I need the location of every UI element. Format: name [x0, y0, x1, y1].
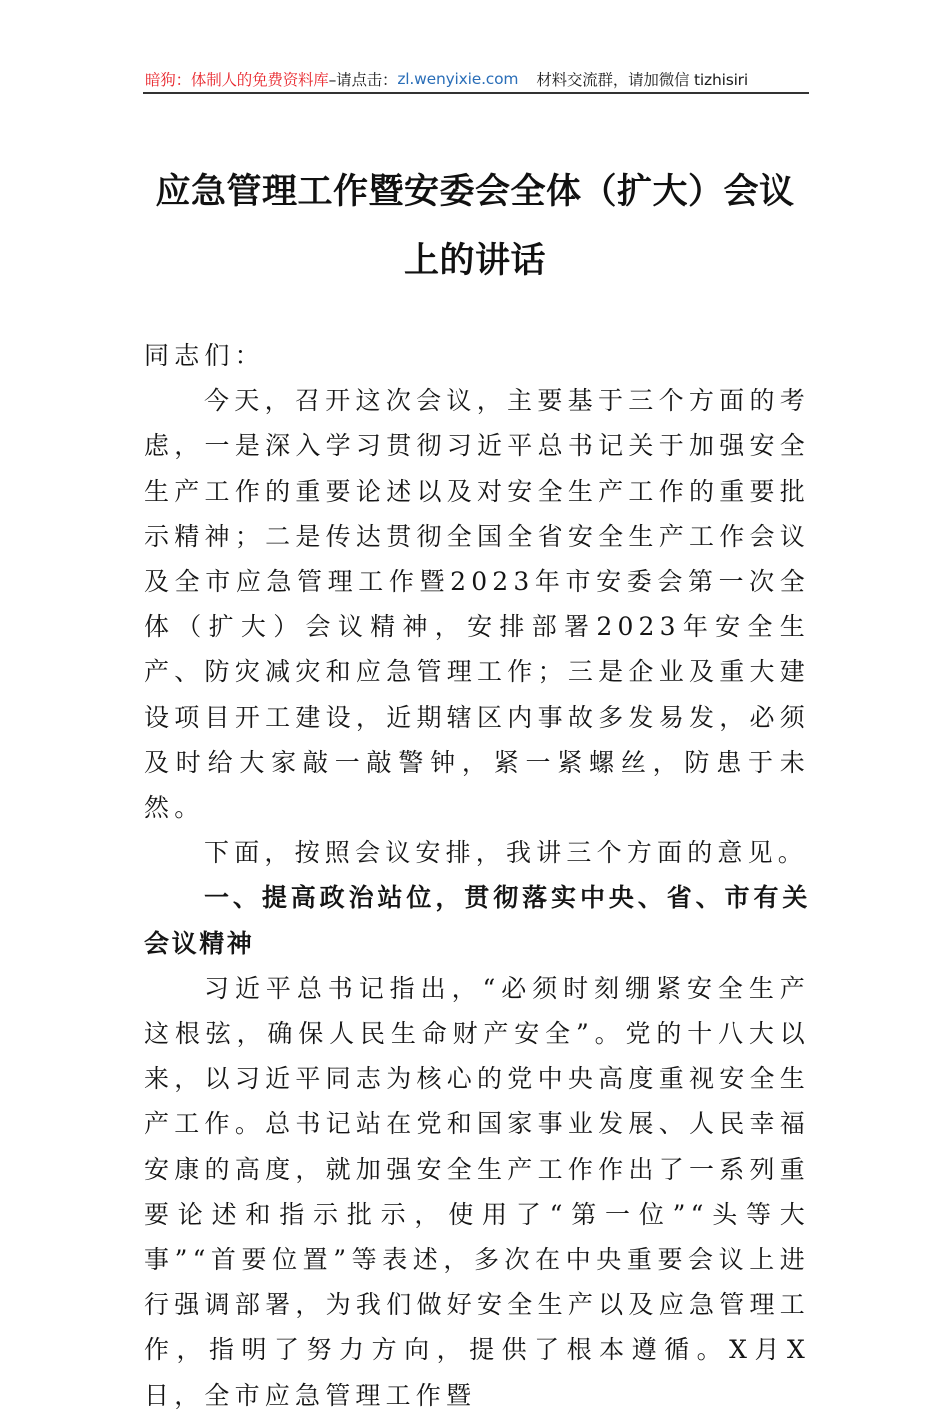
document-title-line-1: 应急管理工作暨安委会全体（扩大）会议 [155, 171, 795, 212]
site-url-link[interactable]: zl.wenyixie.com [397, 70, 519, 88]
intro-paragraph: 今天，召开这次会议，主要基于三个方面的考虑，一是深入学习贯彻习近平总书记关于加强安全生产工作的重要论述以及对安全生产工作的重要批示精神；二是传达贯彻全国全省安全生产工作会议及全市应急管理工作暨2023年市安委会第一次全体（扩大）会议精神，安排部署2023年安全生产、防灾减灾和应急管理工作；三是企业及重大建设项目开工建设，近期辖区内事故多发易发，必须及时给大家敲一敲警钟，紧一紧螺丝，防患于未然。 [144, 386, 810, 823]
salutation: 同志们： [144, 341, 265, 370]
site-name: 暗狗：体制人的免费资料库 [145, 71, 329, 89]
wechat-note: 材料交流群，请加微信 tizhisiri [536, 71, 748, 89]
outline-paragraph: 下面，按照会议安排，我讲三个方面的意见。 [204, 838, 809, 868]
document-body [144, 333, 810, 1418]
document-title-line-2: 上的讲话 [403, 240, 546, 281]
section-1-paragraph: 习近平总书记指出，“必须时刻绷紧安全生产这根弦，确保人民生命财产安全”。党的十八大以来，以习近平同志为核心的党中央高度重视安全生产工作。总书记站在党和国家事业发展、人民幸福安康的高度，就加强安全生产工作作出了一系列重要论述和指示批示，使用了“第一位”“头等大事”“首要位置”等表述，多次在中央重要会议上进行强调部署，为我们做好安全生产以及应急管理工作，指明了努力方向，提供了根本遵循。X月X日，全市应急管理工作暨 [144, 973, 810, 1410]
section-heading-1: 一、提高政治站位，贯彻落实中央、省、市有关会议精神 [144, 883, 810, 958]
click-prompt: –请点击： [328, 71, 398, 89]
page-header-banner [143, 66, 809, 94]
